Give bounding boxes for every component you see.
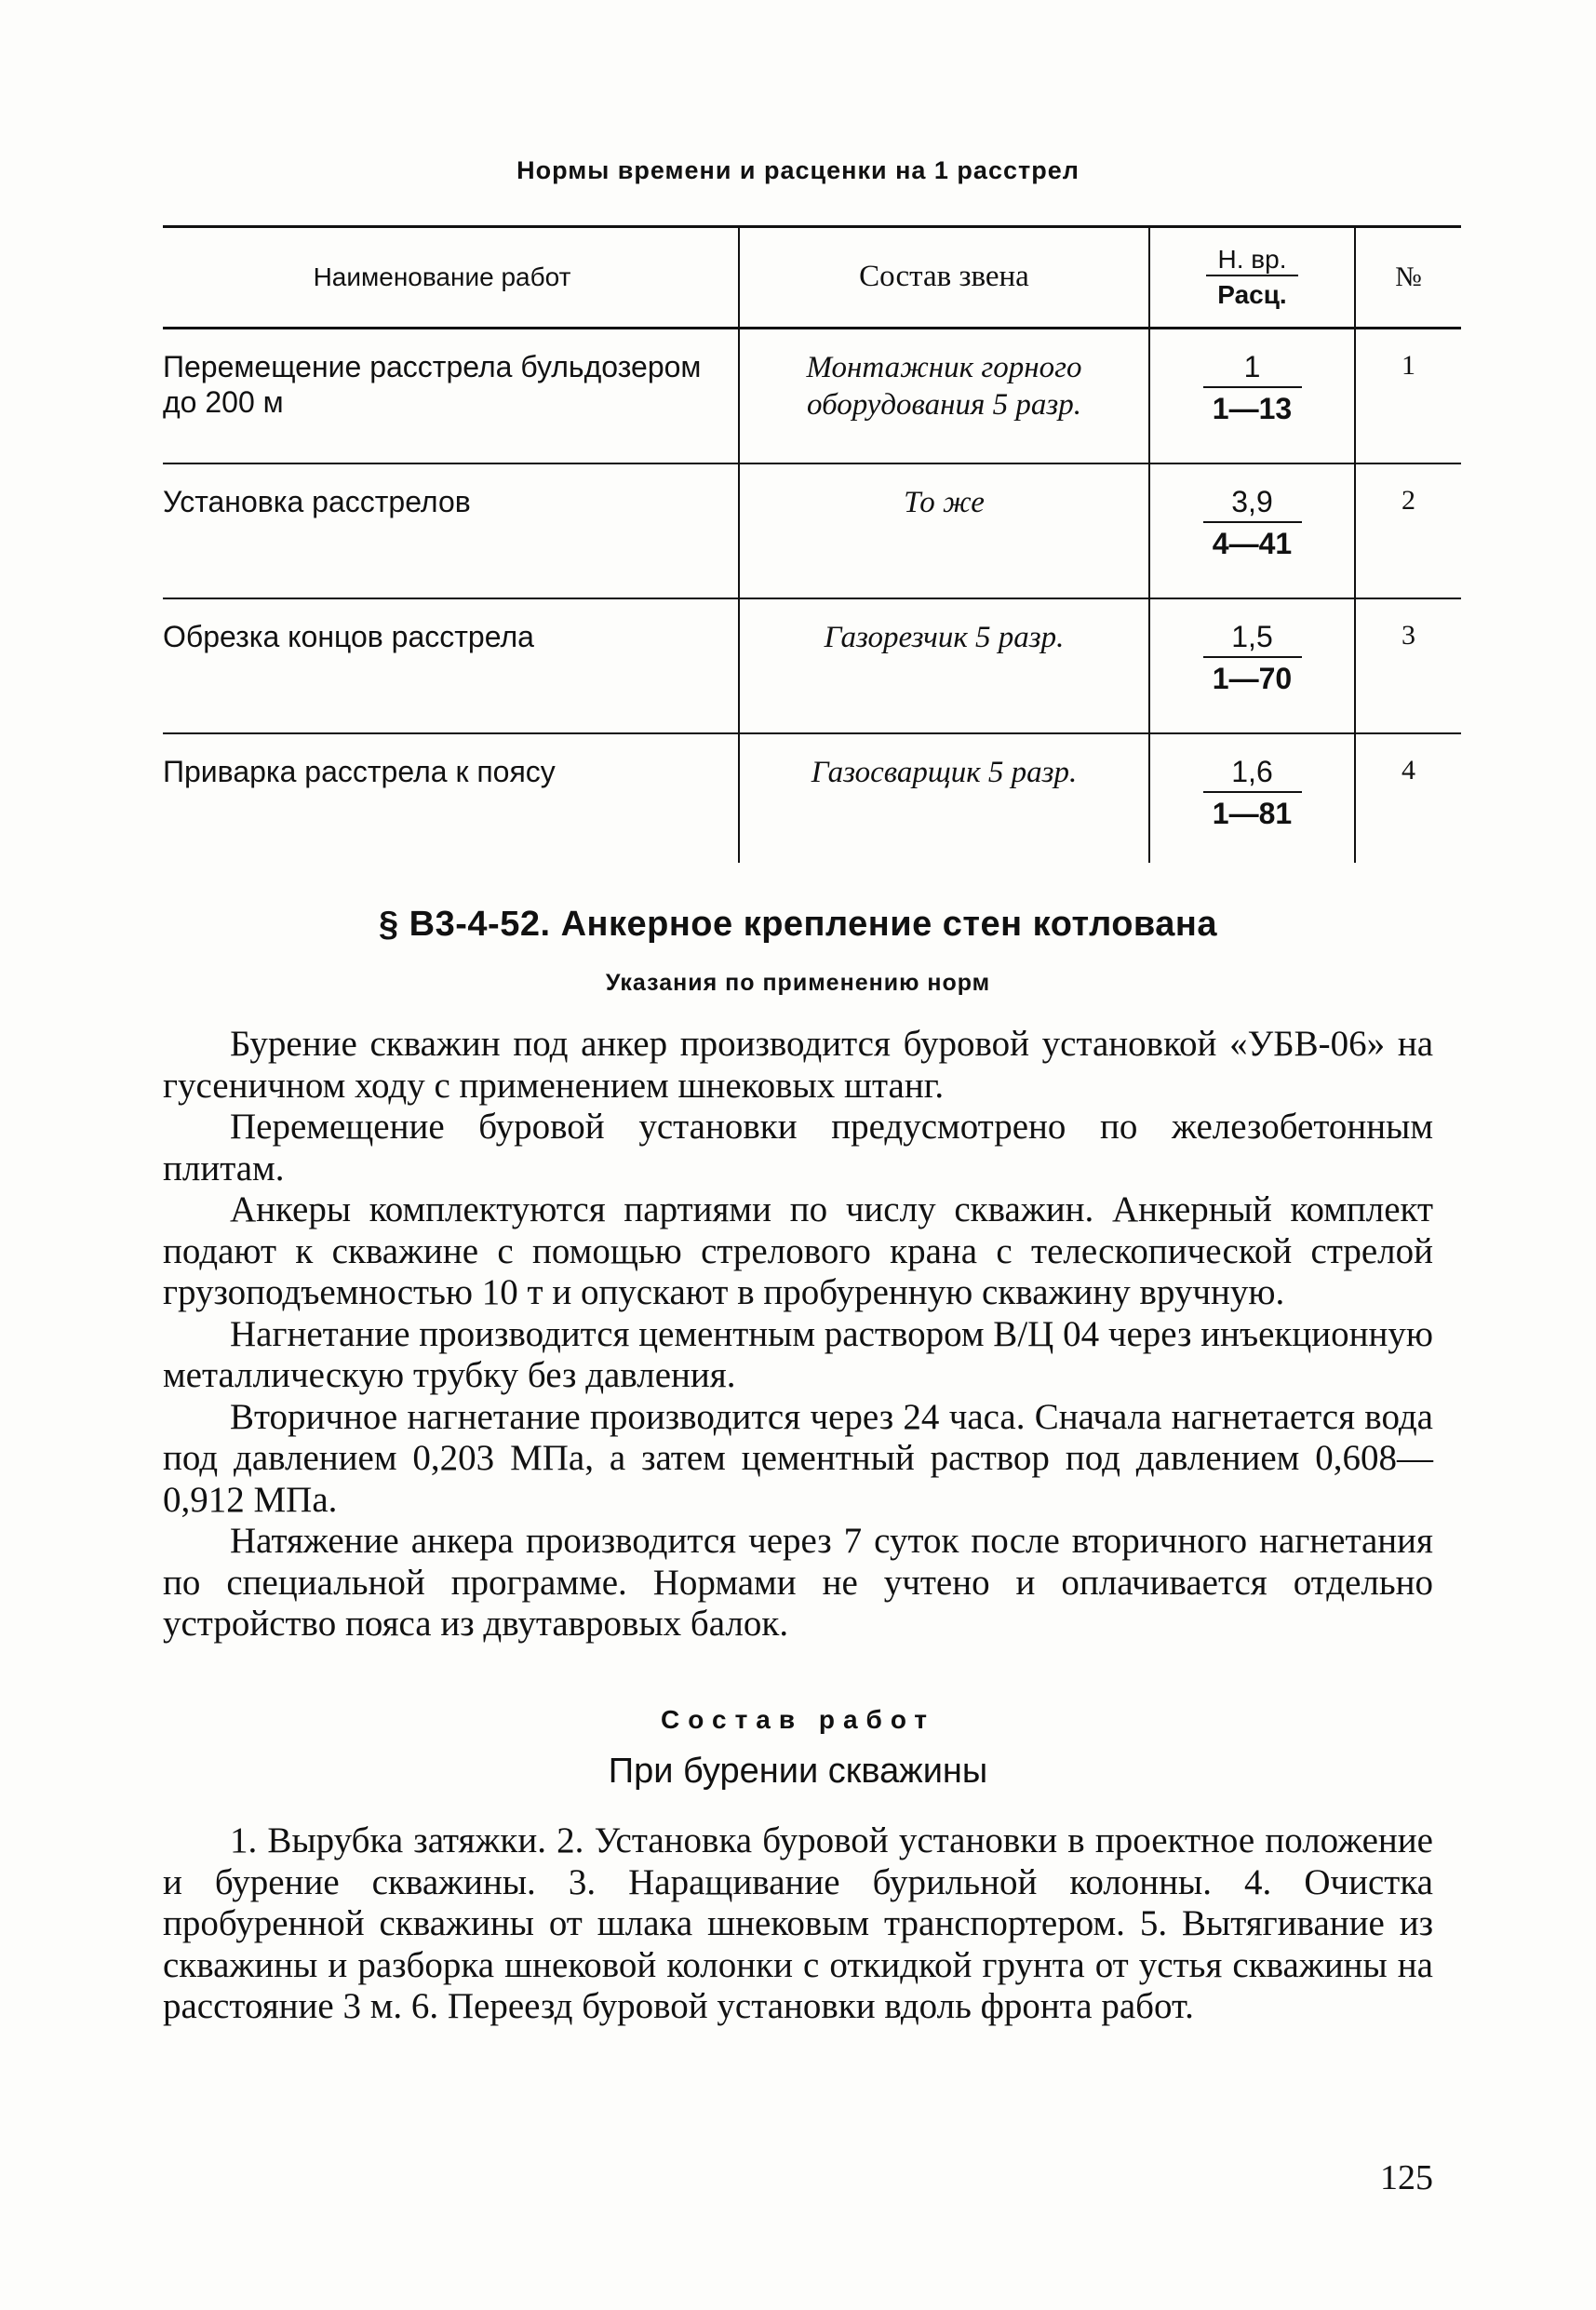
row-norm-rate: [1149, 598, 1355, 733]
paragraph: Нагнетание производится цементным раствором В/Ц 04 через инъекционную металлическую трубку без давления.: [163, 1313, 1433, 1395]
works-heading: Состав работ: [661, 1705, 935, 1734]
row-work-name: Перемещение расстрела бульдозером до 200 м: [163, 329, 739, 464]
works-subheading: При бурении скважины: [608, 1752, 988, 1791]
instructions-text: [163, 1024, 1433, 1645]
header-rate-label: Расц.: [1217, 280, 1287, 309]
norm-fraction: [1203, 755, 1302, 831]
table-header-row: [163, 227, 1461, 329]
row-number: 2: [1355, 463, 1461, 598]
row-rate-value: 1—13: [1212, 392, 1293, 425]
paragraph: Натяжение анкера производится через 7 суток после вторичного нагнетания по специальной программе. Нормами не учтено и оплачивается отдельно устройство пояса из двутавровых балок.: [163, 1521, 1433, 1644]
row-work-name: Приварка расстрела к поясу: [163, 755, 556, 788]
norms-table: [163, 225, 1461, 863]
table-row: [163, 463, 1461, 598]
header-crew: Состав звена: [739, 227, 1149, 329]
paragraph: Бурение скважин под анкер производится буровой установкой «УБВ-06» на гусеничном ходу с применением шнековых штанг.: [163, 1024, 1433, 1106]
page-number: 125: [1380, 2158, 1433, 2197]
row-number: 4: [1355, 733, 1461, 863]
paragraph: Вторичное нагнетание производится через 24 часа. Сначала нагнетается вода под давлением 0,203 МПа, а затем цементный раствор под давлением 0,608—0,912 МПа.: [163, 1396, 1433, 1520]
section-title: § В3-4-52. Анкерное крепление стен котлована: [378, 905, 1217, 944]
row-norm-value: 1,5: [1203, 620, 1302, 658]
paragraph: Перемещение буровой установки предусмотрено по железобетонным плитам.: [163, 1107, 1433, 1189]
header-norm-label: Н. вр.: [1206, 245, 1297, 276]
row-crew: Газорезчик 5 разр.: [739, 598, 1149, 733]
header-work-name: Наименование работ: [163, 227, 739, 329]
header-number: №: [1355, 227, 1461, 329]
row-number: 3: [1355, 598, 1461, 733]
norm-fraction: [1203, 350, 1302, 426]
table-caption: Нормы времени и расценки на 1 расстрел: [516, 156, 1080, 184]
row-crew: Газосварщик 5 разр.: [739, 733, 1149, 863]
row-norm-rate: [1149, 733, 1355, 863]
header-fraction: [1206, 245, 1297, 310]
row-work-name: Установка расстрелов: [163, 463, 739, 598]
paragraph: 1. Вырубка затяжки. 2. Установка буровой установки в проектное положение и бурение скважины. 3. Наращивание бурильной колонны. 4. Очистка пробуренной скважины от шлака шнековым транспортером. 5. Вытягивание из скважины и разборка шнековой колонки с откидкой грунта от устья скважины на расстояние 3 м. 6. Переезд буровой установки вдоль фронта работ.: [163, 1820, 1433, 2026]
row-norm-rate: [1149, 463, 1355, 598]
row-number: 1: [1355, 329, 1461, 464]
row-norm-value: 1: [1203, 350, 1302, 388]
row-crew: Монтажник горного оборудования 5 разр.: [739, 329, 1149, 464]
table-row: [163, 733, 1461, 863]
row-rate-value: 1—81: [1212, 797, 1293, 830]
row-rate-value: 1—70: [1212, 662, 1293, 695]
norm-fraction: [1203, 620, 1302, 696]
row-norm-value: 1,6: [1203, 755, 1302, 793]
table-row: [163, 598, 1461, 733]
row-crew: То же: [739, 463, 1149, 598]
works-list: [163, 1820, 1433, 2028]
section-subtitle: Указания по применению норм: [605, 970, 991, 996]
row-rate-value: 4—41: [1212, 527, 1293, 560]
paragraph: Анкеры комплектуются партиями по числу скважин. Анкерный комплект подают к скважине с помощью стрелового крана с телескопической стрелой грузоподъемностью 10 т и опускают в пробуренную скважину вручную.: [163, 1189, 1433, 1312]
norm-fraction: [1203, 485, 1302, 561]
row-norm-rate: [1149, 329, 1355, 464]
row-norm-value: 3,9: [1203, 485, 1302, 523]
table-row: [163, 329, 1461, 464]
row-work-name: Обрезка концов расстрела: [163, 598, 739, 733]
header-norm-rate: [1149, 227, 1355, 329]
